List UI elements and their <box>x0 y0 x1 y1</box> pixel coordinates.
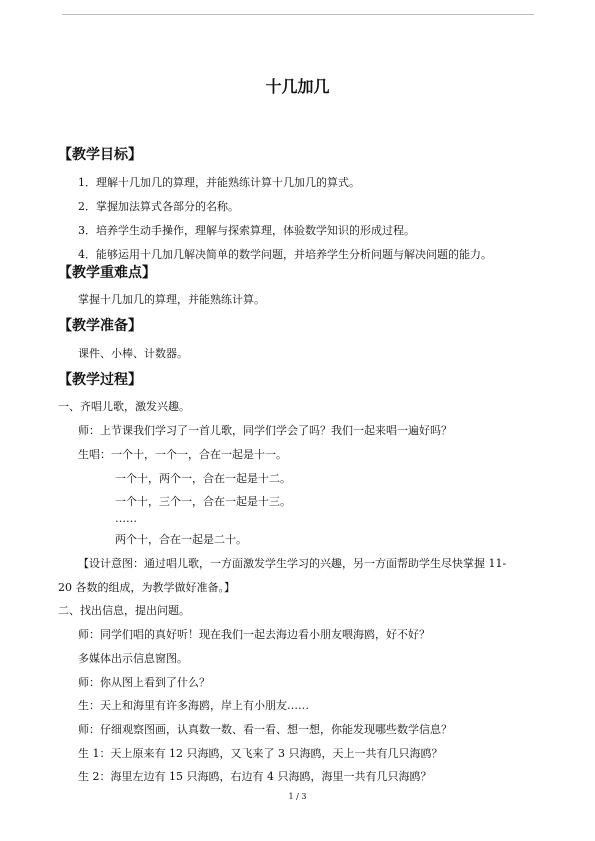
design-intent-line-1: 【设计意图：通过唱儿歌，一方面激发学生学习的兴趣，另一方面帮助学生尽快掌握 11- <box>78 557 507 570</box>
process-line: 一、齐唱儿歌，激发兴趣。 <box>58 400 190 413</box>
process-line: …… <box>115 512 137 525</box>
process-line: 生唱：一个十，一个一，合在一起是十一。 <box>78 448 287 461</box>
process-line: 师：你从图上看到了什么？ <box>78 676 210 689</box>
process-line: 一个十，两个一，合在一起是十二。 <box>115 472 291 485</box>
process-line: 多媒体出示信息窗图。 <box>78 652 188 665</box>
goal-item-1: 1．理解十几加几的算理，并能熟练计算十几加几的算式。 <box>78 176 360 189</box>
page-indicator: 1 / 3 <box>288 792 307 801</box>
process-line: 一个十，三个一，合在一起是十三。 <box>115 495 291 508</box>
goal-item-3: 3．培养学生动手操作，理解与探索算理，体验数学知识的形成过程。 <box>78 224 415 237</box>
process-line: 师：同学们唱的真好听！现在我们一起去海边看小朋友喂海鸥，好不好？ <box>78 628 430 641</box>
goal-item-4: 4．能够运用十几加几解决简单的数学问题，并培养学生分析问题与解决问题的能力。 <box>78 248 492 261</box>
process-line: 两个十，合在一起是二十。 <box>115 533 247 546</box>
preparation-text: 课件、小棒、计数器。 <box>78 347 188 360</box>
header-rule <box>62 14 534 15</box>
section-heading-preparation: 【教学准备】 <box>58 318 142 334</box>
process-line: 生 1：天上原来有 12 只海鸥，又飞来了 3 只海鸥，天上一共有几只海鸥？ <box>78 747 443 760</box>
process-line: 师：仔细观察图画，认真数一数、看一看、想一想，你能发现哪些数学信息？ <box>78 723 452 736</box>
page-title: 十几加几 <box>265 77 330 96</box>
goal-item-2: 2．掌握加法算式各部分的名称。 <box>78 200 239 213</box>
process-line: 生：天上和海里有许多海鸥，岸上有小朋友…… <box>78 699 309 712</box>
process-line: 师：上节课我们学习了一首儿歌，同学们学会了吗？我们一起来唱一遍好吗？ <box>78 424 452 437</box>
section-heading-goals: 【教学目标】 <box>58 147 142 163</box>
key-points-text: 掌握十几加几的算理，并能熟练计算。 <box>78 293 265 306</box>
process-line: 生 2：海里左边有 15 只海鸥，右边有 4 只海鸥，海里一共有几只海鸥？ <box>78 770 432 783</box>
section-heading-key-points: 【教学重难点】 <box>58 265 156 281</box>
design-intent-line-2: 20 各数的组成，为教学做好准备。】 <box>58 581 235 594</box>
section-heading-process: 【教学过程】 <box>58 372 142 388</box>
process-line: 二、找出信息，提出问题。 <box>58 604 190 617</box>
